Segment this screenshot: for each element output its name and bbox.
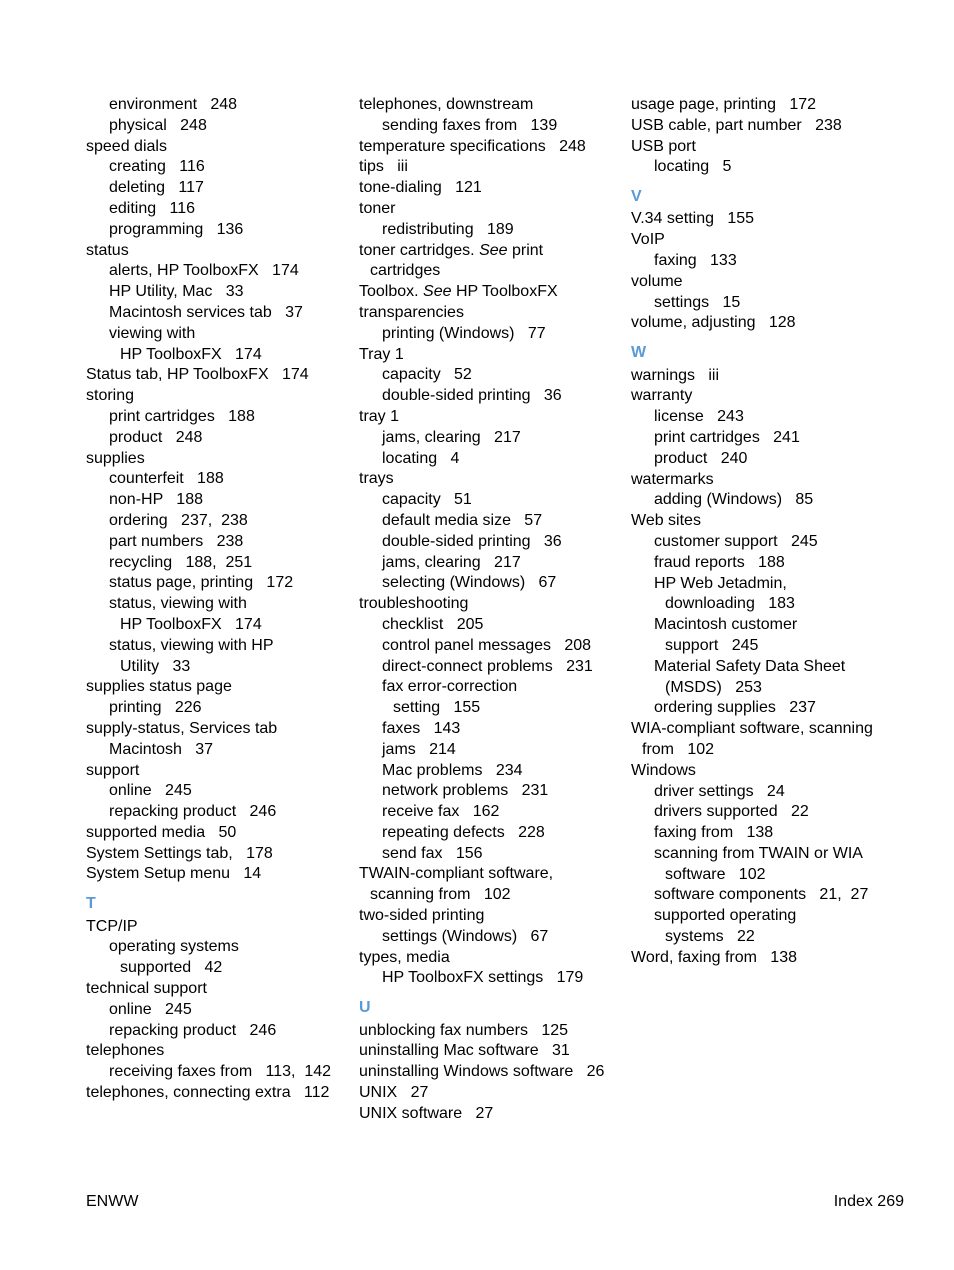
- index-entry: Status tab, HP ToolboxFX 174: [86, 366, 309, 384]
- index-subentry: scanning from TWAIN or WIA: [654, 844, 863, 862]
- index-subentry: repeating defects 228: [382, 823, 545, 841]
- index-entry: Word, faxing from 138: [631, 948, 797, 966]
- index-subentry: driver settings 24: [654, 782, 785, 800]
- index-entry: telephones: [86, 1042, 165, 1060]
- index-entry: UNIX 27: [359, 1083, 429, 1101]
- index-subentry: settings 15: [654, 293, 741, 311]
- reference-target: print: [507, 241, 544, 259]
- footer-page-label: Index 269: [833, 1193, 904, 1210]
- index-entry: speed dials: [86, 137, 167, 155]
- entry-text: toner cartridges.: [359, 241, 480, 259]
- index-entry: USB cable, part number 238: [631, 116, 842, 134]
- index-entry: technical support: [86, 979, 207, 997]
- index-section-letter: W: [631, 344, 647, 362]
- index-entry: usage page, printing 172: [631, 96, 817, 113]
- index-subentry: jams, clearing 217: [382, 553, 521, 571]
- index-subentry: status, viewing with HP: [109, 636, 274, 654]
- index-subentry: operating systems: [109, 938, 239, 956]
- index-subentry: product 240: [654, 449, 748, 467]
- index-entry: two-sided printing: [359, 907, 485, 925]
- index-subentry: default media size 57: [382, 511, 543, 529]
- index-subentry: software components 21, 27: [654, 886, 869, 904]
- index-column-2: [359, 95, 624, 1125]
- index-subentry: Material Safety Data Sheet: [654, 657, 846, 675]
- index-subentry: settings (Windows) 67: [382, 927, 549, 945]
- index-subentry: recycling 188, 251: [109, 553, 253, 571]
- index-subentry: locating 4: [382, 449, 460, 467]
- index-entry: USB port: [631, 137, 696, 155]
- index-subentry: HP ToolboxFX settings 179: [382, 969, 584, 987]
- index-entry: supply-status, Services tab: [86, 719, 278, 737]
- index-entry: uninstalling Mac software 31: [359, 1042, 570, 1060]
- index-subentry: Macintosh services tab 37: [109, 303, 303, 321]
- index-subentry: repacking product 246: [109, 803, 277, 821]
- index-subentry: alerts, HP ToolboxFX 174: [109, 262, 299, 280]
- index-subentry: (MSDS) 253: [665, 678, 762, 696]
- index-subentry: supported 42: [120, 959, 223, 977]
- index-subentry: control panel messages 208: [382, 636, 592, 654]
- index-subentry: physical 248: [109, 116, 207, 134]
- index-subentry: repacking product 246: [109, 1021, 277, 1039]
- index-subentry: from 102: [642, 740, 715, 758]
- index-subentry: online 245: [109, 782, 192, 800]
- index-entry: UNIX software 27: [359, 1104, 494, 1122]
- index-entry: status: [86, 241, 129, 259]
- index-section-letter: V: [631, 188, 642, 206]
- index-subentry: HP Utility, Mac 33: [109, 283, 244, 301]
- index-entry: unblocking fax numbers 125: [359, 1021, 569, 1039]
- index-subentry: part numbers 238: [109, 532, 244, 550]
- footer-left: ENWW: [86, 1193, 139, 1210]
- index-entry: V.34 setting 155: [631, 210, 755, 228]
- index-subentry: support 245: [665, 636, 759, 654]
- index-entry: supplies status page: [86, 678, 232, 696]
- index-subentry: jams 214: [382, 740, 456, 758]
- index-entry: volume: [631, 272, 683, 290]
- index-entry: Windows: [631, 761, 696, 779]
- index-subentry: drivers supported 22: [654, 803, 809, 821]
- index-subentry: print cartridges 188: [109, 407, 255, 425]
- index-subentry: HP Web Jetadmin,: [654, 574, 787, 592]
- index-entry: Web sites: [631, 512, 701, 530]
- index-subentry: printing (Windows) 77: [382, 324, 546, 342]
- index-subentry: programming 136: [109, 220, 244, 238]
- index-entry: troubleshooting: [359, 595, 469, 613]
- index-subentry: faxing 133: [654, 252, 737, 270]
- index-entry: toner: [359, 199, 396, 217]
- index-subentry: product 248: [109, 428, 203, 446]
- index-subentry: HP ToolboxFX 174: [120, 615, 262, 633]
- index-entry: support: [86, 761, 140, 779]
- index-subentry: HP ToolboxFX 174: [120, 345, 262, 363]
- index-subentry: capacity 52: [382, 366, 472, 384]
- index-subentry: capacity 51: [382, 491, 472, 509]
- index-entry: System Settings tab, 178: [86, 844, 273, 862]
- index-subentry: printing 226: [109, 699, 202, 717]
- index-subentry: editing 116: [109, 199, 195, 217]
- index-subentry: Utility 33: [120, 657, 191, 675]
- index-entry: tray 1: [359, 407, 400, 425]
- index-entry: supplies: [86, 449, 145, 467]
- index-entry: uninstalling Windows software 26: [359, 1063, 605, 1081]
- index-section-letter: U: [359, 999, 371, 1017]
- index-entry: [359, 241, 624, 262]
- index-entry: TWAIN-compliant software,: [359, 865, 554, 883]
- see-reference: See: [479, 241, 508, 259]
- index-subentry: network problems 231: [382, 782, 549, 800]
- entry-text: Toolbox.: [359, 283, 424, 301]
- index-entry: telephones, connecting extra 112: [86, 1083, 330, 1101]
- index-subentry: creating 116: [109, 158, 205, 176]
- index-subentry: double-sided printing 36: [382, 387, 562, 405]
- index-subentry: environment 248: [109, 96, 238, 113]
- index-entry: warranty: [631, 387, 693, 405]
- index-subentry: direct-connect problems 231: [382, 657, 593, 675]
- index-subentry: setting 155: [393, 699, 481, 717]
- index-subentry: print cartridges 241: [654, 428, 800, 446]
- index-subentry: Macintosh 37: [109, 740, 214, 758]
- index-subentry: Macintosh customer: [654, 616, 798, 634]
- index-subentry: ordering supplies 237: [654, 699, 816, 717]
- index-entry: warnings iii: [631, 366, 720, 384]
- index-subentry: faxes 143: [382, 719, 461, 737]
- index-subentry: send fax 156: [382, 844, 483, 862]
- index-subentry: online 245: [109, 1000, 192, 1018]
- index-subentry: fax error-correction: [382, 678, 518, 696]
- index-subentry: license 243: [654, 408, 744, 426]
- index-entry: [359, 282, 624, 303]
- index-subentry: sending faxes from 139: [382, 116, 558, 134]
- index-entry: VoIP: [631, 231, 665, 249]
- index-subentry: status page, printing 172: [109, 574, 294, 592]
- index-subentry: adding (Windows) 85: [654, 491, 814, 509]
- index-entry: transparencies: [359, 303, 464, 321]
- index-entry: storing: [86, 387, 135, 405]
- index-entry: tone-dialing 121: [359, 179, 482, 197]
- index-subentry: deleting 117: [109, 179, 204, 197]
- index-entry: TCP/IP: [86, 917, 138, 935]
- index-subentry: ordering 237, 238: [109, 511, 248, 529]
- index-subentry: locating 5: [654, 158, 732, 176]
- index-subentry: counterfeit 188: [109, 470, 224, 488]
- index-subentry: faxing from 138: [654, 824, 774, 842]
- index-entry: telephones, downstream: [359, 96, 534, 113]
- index-subentry: customer support 245: [654, 532, 818, 550]
- index-entry: System Setup menu 14: [86, 865, 262, 883]
- index-subentry: supported operating: [654, 907, 797, 925]
- reference-target: HP ToolboxFX: [451, 283, 558, 301]
- index-column-3: [631, 95, 891, 969]
- index-subentry: downloading 183: [665, 595, 795, 613]
- index-subentry: scanning from 102: [370, 886, 511, 904]
- index-subentry: status, viewing with: [109, 595, 247, 613]
- index-entry: temperature specifications 248: [359, 137, 586, 155]
- index-subentry: receive fax 162: [382, 803, 500, 821]
- index-column-1: [86, 95, 346, 1104]
- index-subentry: systems 22: [665, 928, 755, 946]
- index-subentry: receiving faxes from 113, 142: [109, 1063, 332, 1081]
- index-entry: volume, adjusting 128: [631, 314, 796, 332]
- index-subentry: Mac problems 234: [382, 761, 523, 779]
- index-entry: supported media 50: [86, 823, 237, 841]
- index-entry: types, media: [359, 948, 450, 966]
- index-subentry: software 102: [665, 865, 766, 883]
- index-subentry: non-HP 188: [109, 491, 203, 509]
- index-subentry: viewing with: [109, 324, 196, 342]
- index-subentry: double-sided printing 36: [382, 532, 562, 550]
- index-entry: Tray 1: [359, 345, 404, 363]
- index-subentry: selecting (Windows) 67: [382, 574, 557, 592]
- see-reference: See: [423, 283, 452, 301]
- index-section-letter: T: [86, 895, 96, 913]
- index-subentry: redistributing 189: [382, 220, 514, 238]
- index-subentry: cartridges: [370, 262, 441, 280]
- index-subentry: jams, clearing 217: [382, 428, 521, 446]
- index-subentry: checklist 205: [382, 615, 484, 633]
- index-subentry: fraud reports 188: [654, 553, 785, 571]
- index-entry: trays: [359, 470, 394, 488]
- index-entry: watermarks: [631, 470, 714, 488]
- index-entry: WIA-compliant software, scanning: [631, 720, 873, 738]
- index-entry: tips iii: [359, 158, 408, 176]
